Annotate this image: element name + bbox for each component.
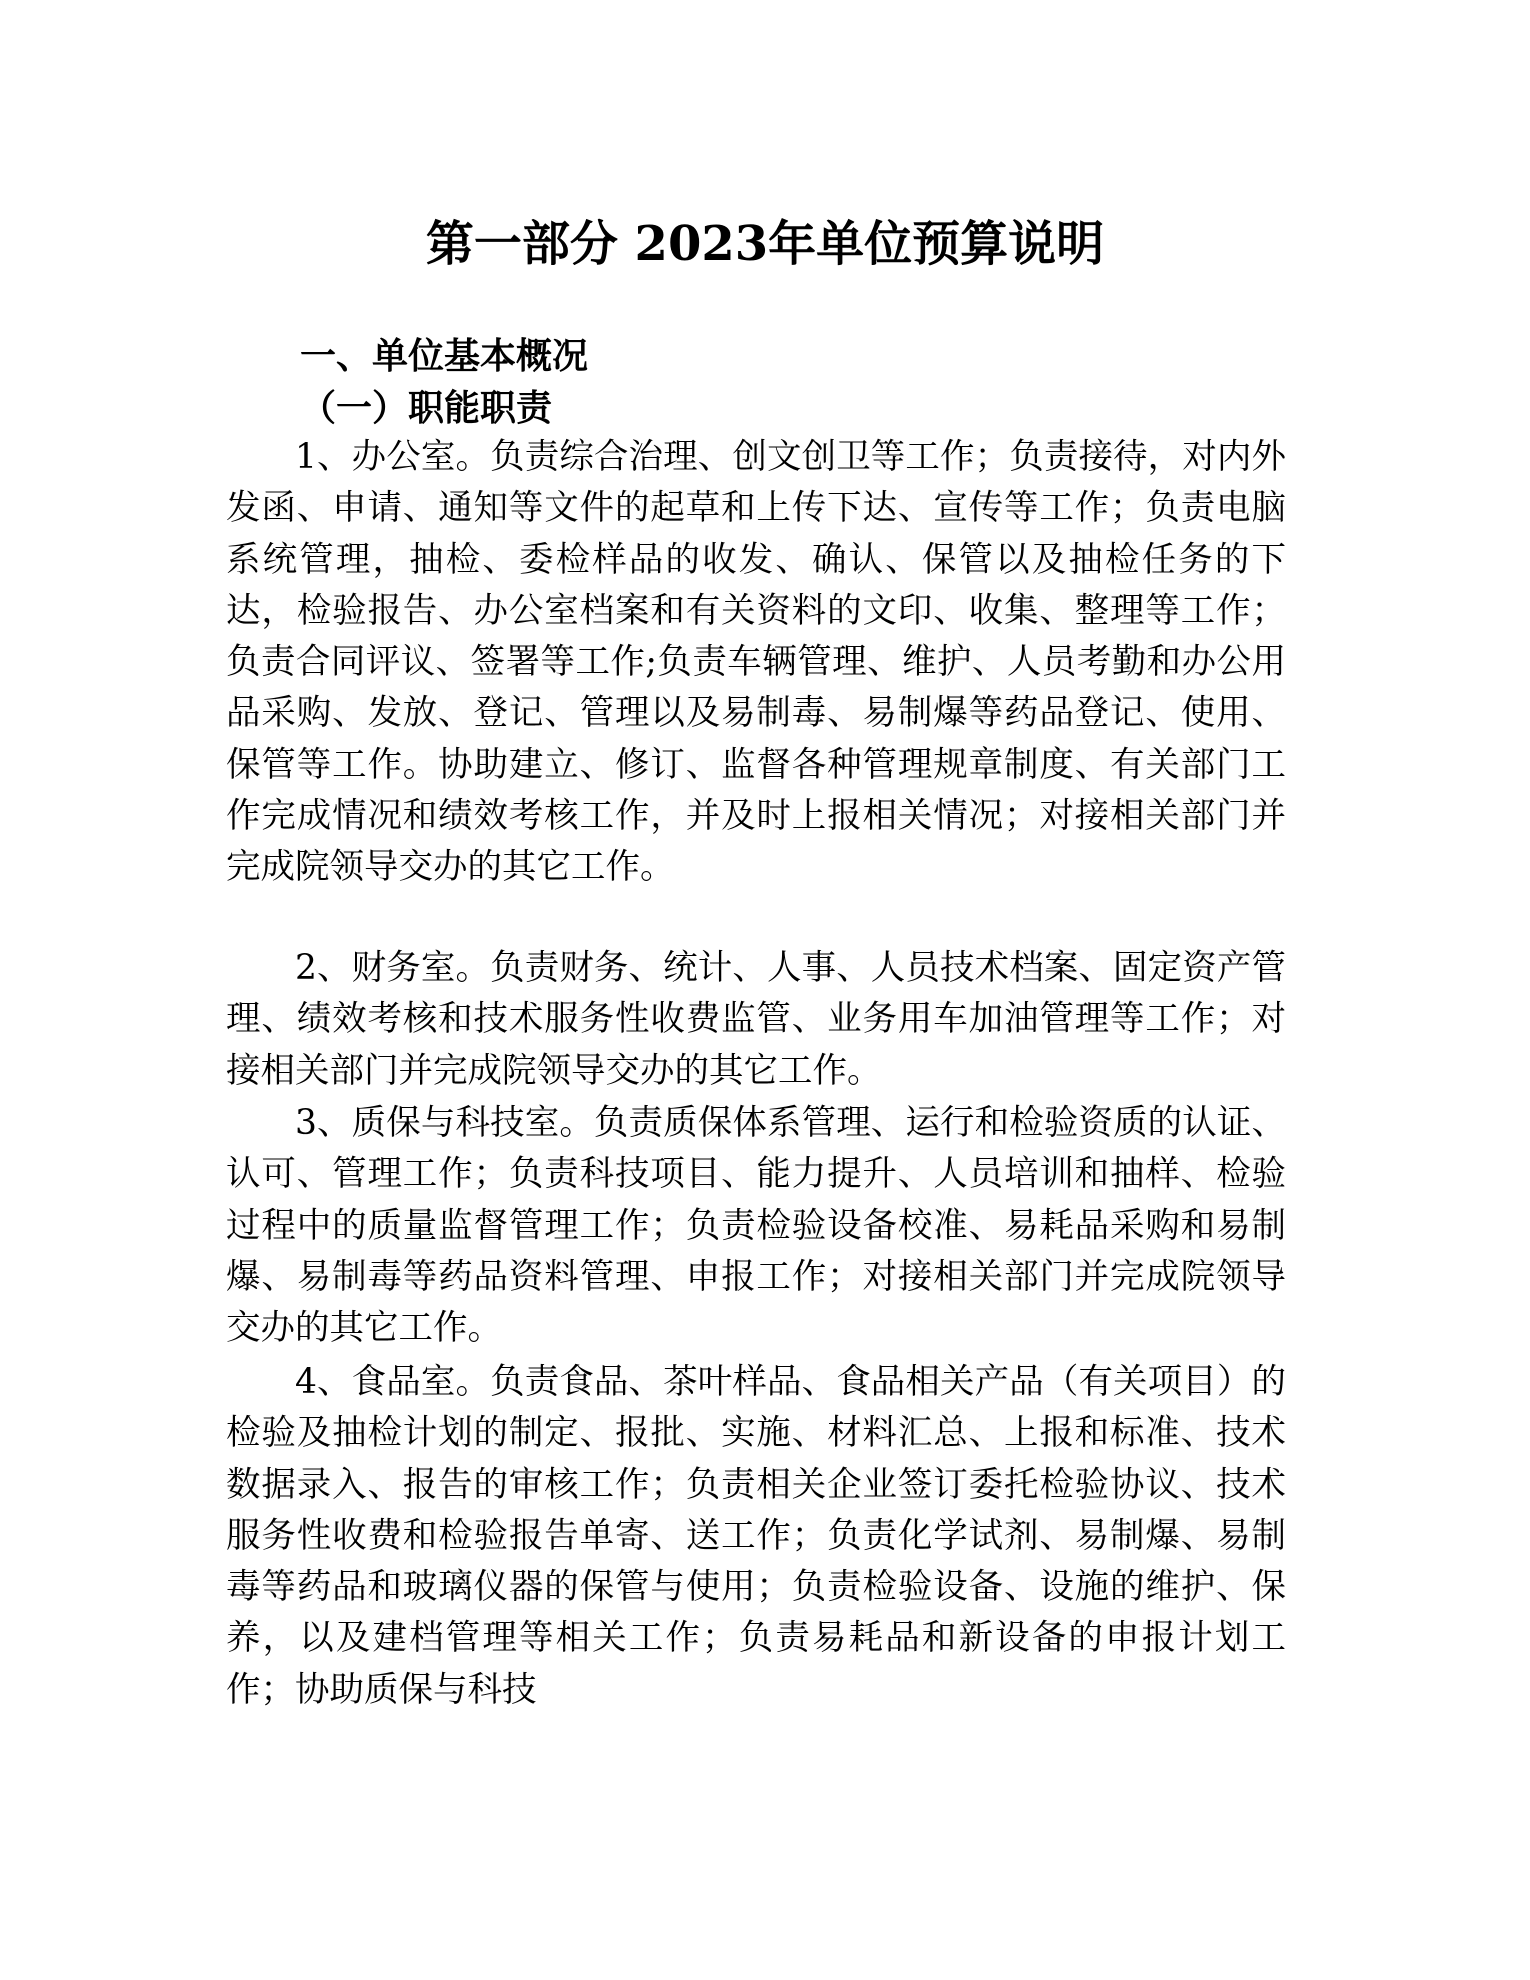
subsection-heading: （一）职能职责: [300, 387, 553, 429]
section-heading: 一、单位基本概况: [300, 335, 589, 377]
paragraph-finance: 2、财务室。负责财务、统计、人事、人员技术档案、固定资产管理、绩效考核和技术服务性收费监管、业务用车加油管理等工作；对接相关部门并完成院领导交办的其它工作。: [226, 948, 1286, 1091]
paragraph-office: 1、办公室。负责综合治理、创文创卫等工作；负责接待，对内外发函、申请、通知等文件的起草和上传下达、宣传等工作；负责电脑系统管理，抽检、委检样品的收发、确认、保管以及抽检任务的下达，检验报告、办公室档案和有关资料的文印、收集、整理等工作；负责合同评议、签署等工作;负责车辆管理、维护、人员考勤和办公用品采购、发放、登记、管理以及易制毒、易制爆等药品登记、使用、保管等工作。协助建立、修订、监督各种管理规章制度、有关部门工作完成情况和绩效考核工作，并及时上报相关情况；对接相关部门并完成院领导交办的其它工作。: [226, 437, 1286, 888]
paragraph-quality-tech: 3、质保与科技室。负责质保体系管理、运行和检验资质的认证、认可、管理工作；负责科技项目、能力提升、人员培训和抽样、检验过程中的质量监督管理工作；负责检验设备校准、易耗品采购和易制爆、易制毒等药品资料管理、申报工作；对接相关部门并完成院领导交办的其它工作。: [226, 1103, 1286, 1349]
page-title: 第一部分 2023年单位预算说明: [425, 216, 1105, 272]
paragraph-food: 4、食品室。负责食品、茶叶样品、食品相关产品（有关项目）的检验及抽检计划的制定、报批、实施、材料汇总、上报和标准、技术数据录入、报告的审核工作；负责相关企业签订委托检验协议、技术服务性收费和检验报告单寄、送工作；负责化学试剂、易制爆、易制毒等药品和玻璃仪器的保管与使用；负责检验设备、设施的维护、保养，以及建档管理等相关工作；负责易耗品和新设备的申报计划工作；协助质保与科技: [226, 1362, 1286, 1710]
